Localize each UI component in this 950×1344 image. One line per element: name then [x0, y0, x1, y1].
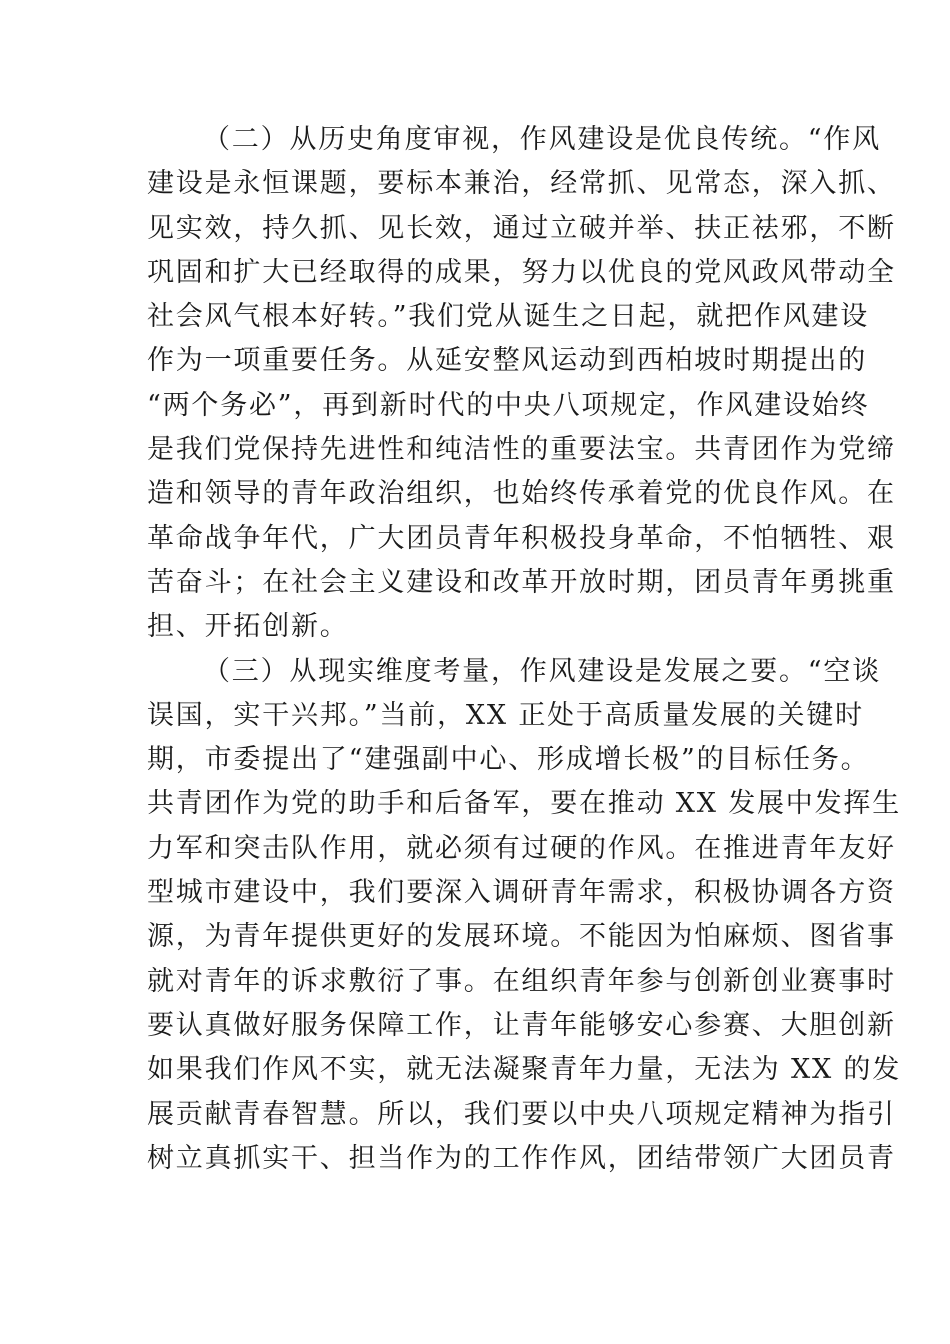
- paragraph-line: 树立真抓实干、担当作为的工作作风，团结带领广大团员青: [147, 1142, 896, 1174]
- paragraph-line: （三）从现实维度考量，作风建设是发展之要。“空谈: [203, 655, 882, 687]
- paragraph-line: “两个务必”，再到新时代的中央八项规定，作风建设始终: [147, 389, 870, 421]
- paragraph-line: 源，为青年提供更好的发展环境。不能因为怕麻烦、图省事: [147, 921, 896, 953]
- paragraph-line: 建设是永恒课题，要标本兼治，经常抓、见常态，深入抓、: [147, 168, 896, 200]
- paragraph-reality: [147, 650, 902, 1182]
- paragraph-line: 见实效，持久抓、见长效，通过立破并举、扶正祛邪，不断: [147, 212, 896, 244]
- paragraph-line: 力军和突击队作用，就必须有过硬的作风。在推进青年友好: [147, 832, 896, 864]
- document-body: [147, 118, 902, 1181]
- paragraph-line: 苦奋斗；在社会主义建设和改革开放时期，团员青年勇挑重: [147, 566, 896, 598]
- paragraph-line: 误国，实干兴邦。”当前，XX 正处于高质量发展的关键时: [147, 699, 864, 731]
- paragraph-line: 如果我们作风不实，就无法凝聚青年力量，无法为 XX 的发: [147, 1054, 902, 1086]
- paragraph-line: 要认真做好服务保障工作，让青年能够安心参赛、大胆创新: [147, 1009, 896, 1041]
- paragraph-line: 巩固和扩大已经取得的成果，努力以优良的党风政风带动全: [147, 256, 896, 288]
- paragraph-line: 造和领导的青年政治组织，也始终传承着党的优良作风。在: [147, 478, 896, 510]
- paragraph-line: 就对青年的诉求敷衍了事。在组织青年参与创新创业赛事时: [147, 965, 896, 997]
- paragraph-line: 期，市委提出了“建强副中心、形成增长极”的目标任务。: [147, 744, 870, 776]
- paragraph-line: 共青团作为党的助手和后备军，要在推动 XX 发展中发挥生: [147, 788, 902, 820]
- paragraph-history: [147, 118, 896, 650]
- paragraph-line: 革命战争年代，广大团员青年积极投身革命，不怕牺牲、艰: [147, 522, 896, 554]
- paragraph-line: 担、开拓创新。: [147, 611, 349, 643]
- paragraph-line: 是我们党保持先进性和纯洁性的重要法宝。共青团作为党缔: [147, 434, 896, 466]
- paragraph-line: 展贡献青春智慧。所以，我们要以中央八项规定精神为指引: [147, 1098, 896, 1130]
- paragraph-line: 型城市建设中，我们要深入调研青年需求，积极协调各方资: [147, 877, 896, 909]
- paragraph-line: 社会风气根本好转。”我们党从诞生之日起，就把作风建设: [147, 301, 870, 333]
- paragraph-line: （二）从历史角度审视，作风建设是优良传统。“作风: [203, 124, 882, 155]
- paragraph-line: 作为一项重要任务。从延安整风运动到西柏坡时期提出的: [147, 345, 867, 377]
